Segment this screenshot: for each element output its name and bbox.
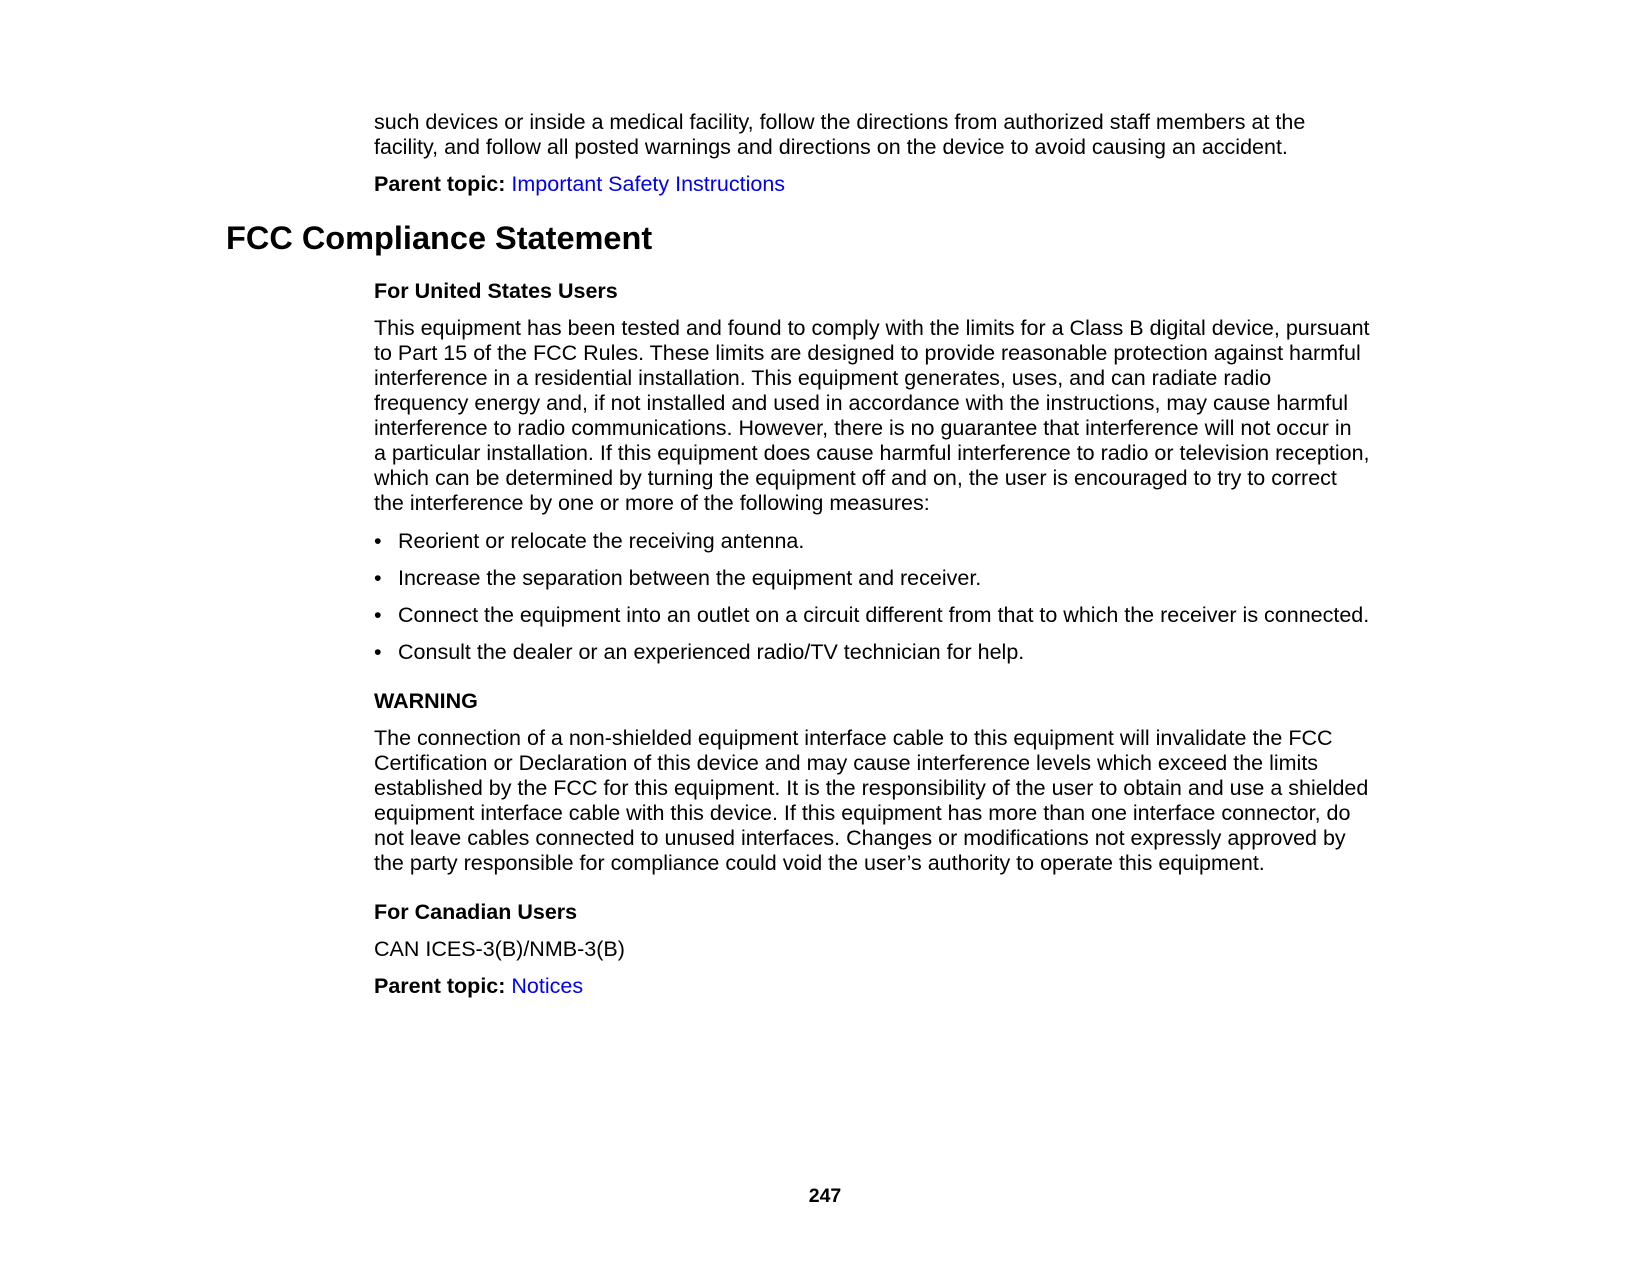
intro-parent-topic <box>374 172 1434 197</box>
paragraph-line: established by the FCC for this equipment. It is the responsibility of the user to obtain and use a shielded <box>374 776 1369 800</box>
us-users-heading: For United States Users <box>374 279 618 303</box>
paragraph-line: interference in a residential installation. This equipment generates, uses, and can radiate radio <box>374 366 1272 390</box>
section-parent-topic <box>374 974 1434 999</box>
list-item <box>374 640 1024 665</box>
parent-topic-label: Parent topic: <box>374 974 506 998</box>
list-item <box>374 566 981 591</box>
parent-topic-link-notices[interactable]: Notices <box>511 974 584 998</box>
bullet-icon: • <box>374 603 382 627</box>
parent-topic-label: Parent topic: <box>374 172 506 196</box>
list-item-text: Increase the separation between the equipment and receiver. <box>398 566 982 590</box>
list-item <box>374 529 804 554</box>
paragraph-line: a particular installation. If this equipment does cause harmful interference to radio or television reception, <box>374 441 1370 465</box>
bullet-icon: • <box>374 640 382 664</box>
bullet-icon: • <box>374 529 382 553</box>
list-item <box>374 603 1369 628</box>
paragraph-line: which can be determined by turning the equipment off and on, the user is encouraged to try to correct <box>374 466 1337 490</box>
paragraph-line: This equipment has been tested and found to comply with the limits for a Class B digital device, pursuant <box>374 316 1370 340</box>
us-users-paragraph <box>374 316 1434 516</box>
paragraph-line: to Part 15 of the FCC Rules. These limits are designed to provide reasonable protection against harmful <box>374 341 1361 365</box>
page-number: 247 <box>808 1185 842 1207</box>
list-item-text: Reorient or relocate the receiving antenna. <box>398 529 805 553</box>
paragraph-line: the interference by one or more of the following measures: <box>374 491 930 515</box>
paragraph-line: The connection of a non-shielded equipment interface cable to this equipment will invalidate the FCC <box>374 726 1333 750</box>
warning-heading: WARNING <box>374 689 478 713</box>
canadian-users-heading: For Canadian Users <box>374 900 578 924</box>
paragraph-line: Certification or Declaration of this device and may cause interference levels which exceed the limits <box>374 751 1319 775</box>
warning-paragraph <box>374 726 1434 876</box>
intro-line: facility, and follow all posted warnings and directions on the device to avoid causing an accident. <box>374 135 1288 159</box>
canada-compliance-text: CAN ICES-3(B)/NMB-3(B) <box>374 937 625 961</box>
paragraph-line: not leave cables connected to unused interfaces. Changes or modifications not expressly approved by <box>374 826 1346 850</box>
parent-topic-link-important-safety[interactable]: Important Safety Instructions <box>511 172 786 196</box>
list-item-text: Connect the equipment into an outlet on a circuit different from that to which the receiver is connected. <box>398 603 1370 627</box>
paragraph-line: the party responsible for compliance could void the user’s authority to operate this equipment. <box>374 851 1265 875</box>
intro-line: such devices or inside a medical facility, follow the directions from authorized staff members at the <box>374 110 1306 134</box>
paragraph-line: frequency energy and, if not installed and used in accordance with the instructions, may cause harmful <box>374 391 1349 415</box>
page-title: FCC Compliance Statement <box>226 220 653 256</box>
paragraph-line: interference to radio communications. However, there is no guarantee that interference will not occur in <box>374 416 1352 440</box>
paragraph-line: equipment interface cable with this device. If this equipment has more than one interface connector, do <box>374 801 1351 825</box>
list-item-text: Consult the dealer or an experienced radio/TV technician for help. <box>398 640 1025 664</box>
intro-paragraph <box>374 110 1434 160</box>
bullet-icon: • <box>374 566 382 590</box>
